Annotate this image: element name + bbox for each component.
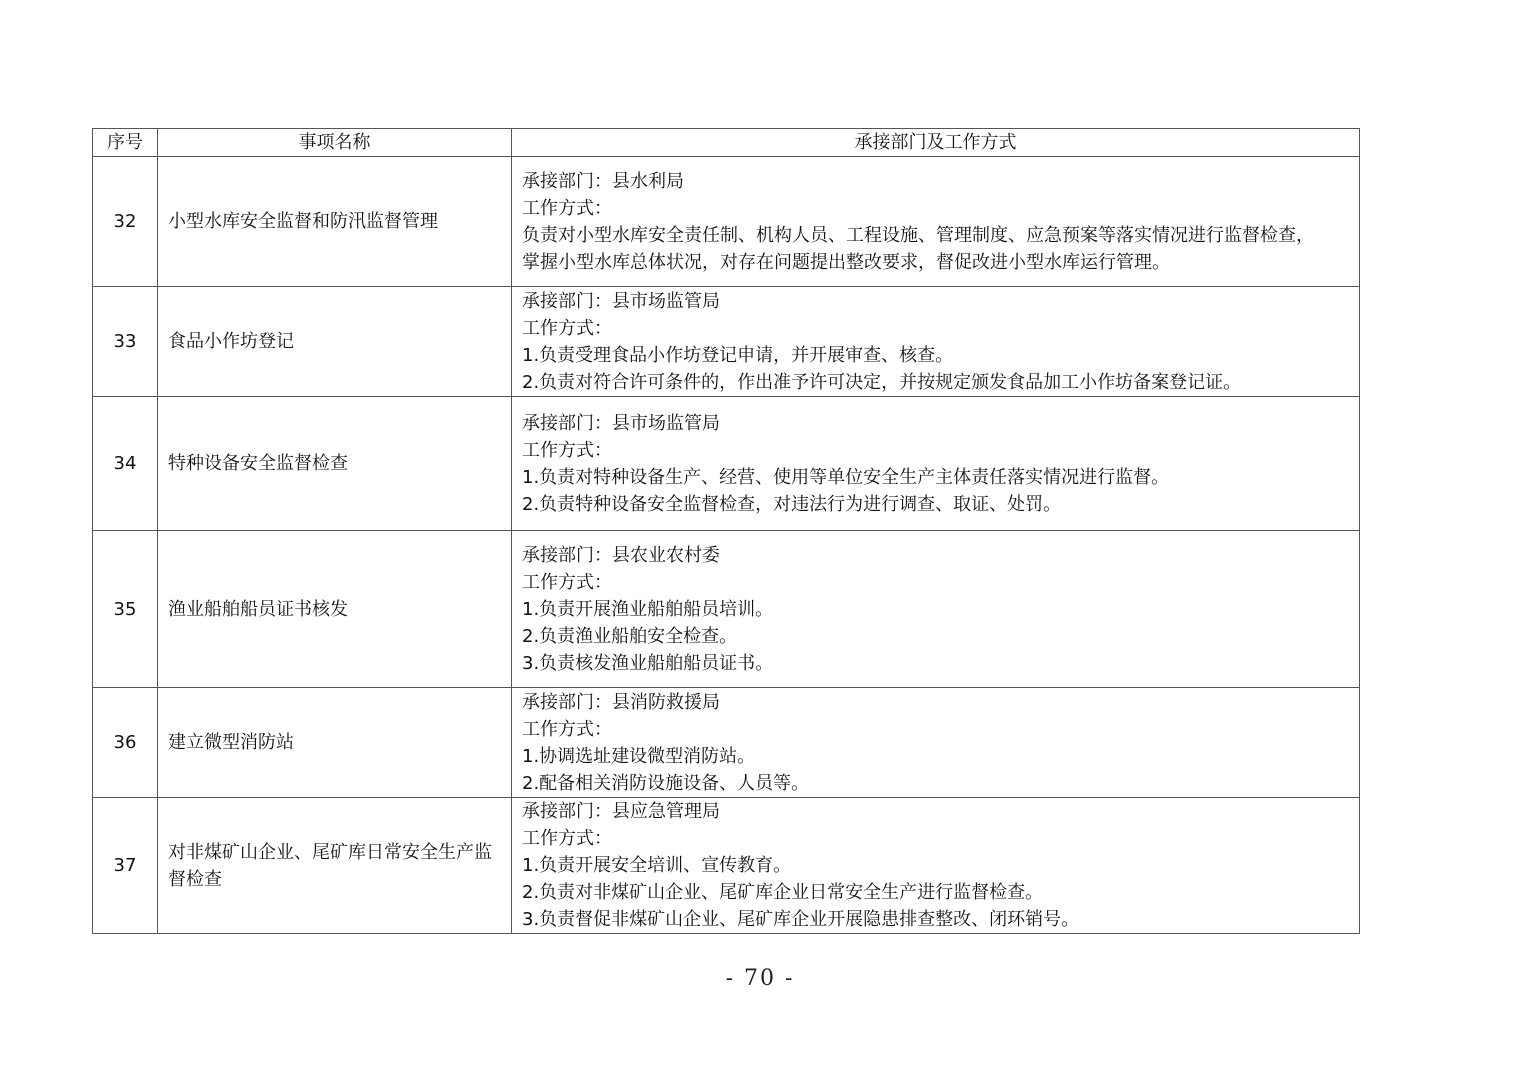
table-row — [93, 798, 1360, 934]
method-line: 承接部门：县农业农村委 — [522, 544, 720, 566]
row-method — [512, 287, 1360, 397]
table-row — [93, 531, 1360, 688]
method-line: 工作方式： — [522, 439, 612, 461]
method-line: 3.负责督促非煤矿山企业、尾矿库企业开展隐患排查整改、闭环销号。 — [522, 909, 1080, 930]
method-line: 2.负责对非煤矿山企业、尾矿库企业日常安全生产进行监督检查。 — [522, 882, 1044, 903]
row-method — [512, 688, 1360, 798]
row-item-name: 对非煤矿山企业、尾矿库日常安全生产监督检查 — [158, 798, 512, 934]
method-line: 承接部门：县市场监管局 — [522, 290, 720, 312]
row-item-name: 特种设备安全监督检查 — [158, 397, 512, 531]
header-method: 承接部门及工作方式 — [512, 129, 1360, 157]
row-number: 34 — [93, 397, 158, 531]
page-number: - 70 - — [725, 966, 795, 991]
table-row — [93, 688, 1360, 798]
method-line: 2.负责渔业船舶安全检查。 — [522, 625, 738, 647]
method-line: 承接部门：县消防救援局 — [522, 691, 720, 713]
method-line: 工作方式： — [522, 197, 612, 219]
table-row — [93, 157, 1360, 287]
header-number: 序号 — [93, 129, 158, 157]
method-line: 3.负责核发渔业船舶船员证书。 — [522, 652, 774, 674]
header-row — [93, 129, 1360, 157]
row-item-name: 食品小作坊登记 — [158, 287, 512, 397]
method-line: 掌握小型水库总体状况，对存在问题提出整改要求，督促改进小型水库运行管理。 — [522, 251, 1170, 273]
row-item-name: 渔业船舶船员证书核发 — [158, 531, 512, 688]
header-name: 事项名称 — [158, 129, 512, 157]
row-number: 33 — [93, 287, 158, 397]
method-line: 2.配备相关消防设施设备、人员等。 — [522, 772, 810, 794]
items-table — [92, 128, 1360, 934]
method-line: 1.协调选址建设微型消防站。 — [522, 745, 756, 767]
method-line: 1.负责开展安全培训、宣传教育。 — [522, 855, 792, 876]
method-line: 1.负责对特种设备生产、经营、使用等单位安全生产主体责任落实情况进行监督。 — [522, 466, 1170, 488]
row-number: 36 — [93, 688, 158, 798]
method-line: 承接部门：县市场监管局 — [522, 412, 720, 434]
method-line: 工作方式： — [522, 317, 612, 339]
row-number: 35 — [93, 531, 158, 688]
method-line: 工作方式： — [522, 828, 612, 849]
method-line: 1.负责受理食品小作坊登记申请，并开展审查、核查。 — [522, 344, 954, 366]
row-item-name: 小型水库安全监督和防汛监督管理 — [158, 157, 512, 287]
method-line: 工作方式： — [522, 571, 612, 593]
table-row — [93, 287, 1360, 397]
row-method — [512, 531, 1360, 688]
method-line: 1.负责开展渔业船舶船员培训。 — [522, 598, 774, 620]
method-line: 2.负责对符合许可条件的，作出准予许可决定，并按规定颁发食品加工小作坊备案登记证。 — [522, 371, 1242, 393]
row-method — [512, 798, 1360, 934]
table-row — [93, 397, 1360, 531]
table-body — [93, 157, 1360, 934]
row-number: 32 — [93, 157, 158, 287]
row-method — [512, 397, 1360, 531]
row-number: 37 — [93, 798, 158, 934]
method-line: 2.负责特种设备安全监督检查，对违法行为进行调查、取证、处罚。 — [522, 493, 1062, 515]
method-line: 承接部门：县应急管理局 — [522, 801, 720, 822]
row-method — [512, 157, 1360, 287]
table-header — [93, 129, 1360, 157]
row-item-name: 建立微型消防站 — [158, 688, 512, 798]
method-line: 工作方式： — [522, 718, 612, 740]
method-line: 负责对小型水库安全责任制、机构人员、工程设施、管理制度、应急预案等落实情况进行监督检查， — [522, 224, 1314, 246]
method-line: 承接部门：县水利局 — [522, 170, 684, 192]
